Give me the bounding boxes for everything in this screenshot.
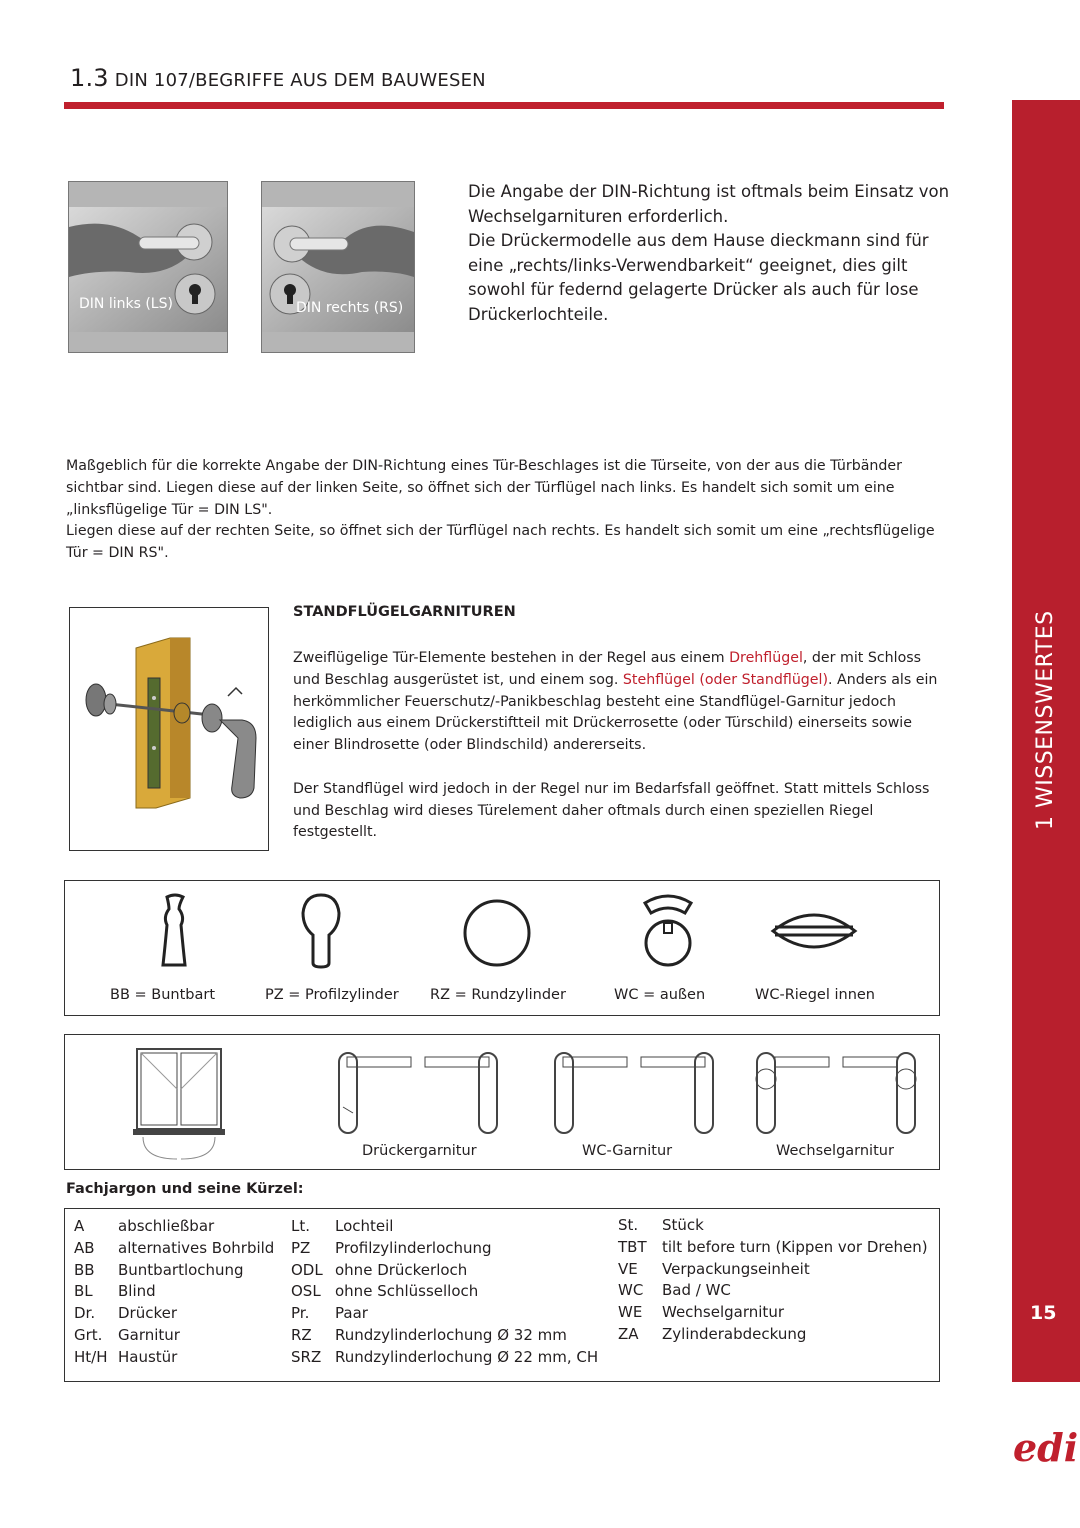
glossary-abbr: SRZ [291, 1347, 322, 1366]
din-paragraph-2: Liegen diese auf der rechten Seite, so öffnet sich der Türflügel nach rechts. Es handelt sich somit um eine „rechtsflügelige Tür = DIN RS". [66, 523, 935, 562]
glossary-entry [74, 1216, 274, 1238]
glossary-term: Drücker [118, 1304, 178, 1323]
symbol-label-bb: BB = Buntbart [110, 987, 216, 1003]
glossary-entry [291, 1303, 598, 1325]
glossary-entry [618, 1215, 928, 1237]
set-label-wc: WC-Garnitur [582, 1143, 673, 1159]
door-handle-right-image [262, 182, 414, 352]
glossary-entry [291, 1260, 598, 1282]
glossary-term: Zylinderabdeckung [662, 1324, 807, 1343]
glossary-abbr: VE [618, 1259, 638, 1278]
glossary-term: tilt before turn (Kippen vor Drehen) [662, 1237, 928, 1256]
standfluegel-paragraph-2: Der Standflügel wird jedoch in der Regel nur im Bedarfsfall geöffnet. Statt mittels Schloss und Beschlag wird dieses Türelement daher oftmals durch einen speziellen Riegel festgestellt. [293, 780, 930, 841]
lock-symbols-box [64, 880, 940, 1016]
section-title: DIN 107/BEGRIFFE AUS DEM BAUWESEN [114, 70, 486, 91]
photo-din-links [68, 181, 228, 353]
glossary-abbr: Ht/H [74, 1347, 108, 1366]
glossary-entry [618, 1302, 928, 1324]
glossary-term: abschließbar [118, 1217, 215, 1235]
glossary-term: Lochteil [335, 1217, 394, 1235]
glossary-term: Bad / WC [662, 1281, 731, 1300]
glossary-entry [74, 1281, 274, 1303]
sf-text-part: Zweiflügelige Tür-Elemente bestehen in der Regel aus einem [293, 650, 730, 666]
set-label-wechsel: Wechselgarnitur [776, 1143, 894, 1159]
standfluegel-text [293, 648, 943, 866]
glossary-term: ohne Drückerloch [335, 1260, 468, 1279]
glossary-entry [74, 1347, 274, 1369]
intro-paragraph-1: Die Angabe der DIN-Richtung ist oftmals beim Einsatz von Wechselgarnituren erforderlich. [468, 182, 950, 226]
chapter-sidebar [1012, 100, 1080, 1382]
glossary-term: Verpackungseinheit [662, 1259, 810, 1278]
glossary-entry [291, 1216, 598, 1238]
lever-set-icon [333, 1047, 503, 1139]
glossary-entry [618, 1259, 928, 1281]
glossary-term: ohne Schlüsselloch [335, 1282, 479, 1301]
glossary-entry [74, 1238, 274, 1260]
knob-lever-set-icon [751, 1047, 921, 1139]
glossary-entry [291, 1347, 598, 1369]
symbol-label-pz: PZ = Profilzylinder [265, 987, 399, 1003]
wc-set-icon [549, 1047, 719, 1139]
wc-bolt-inside-icon [769, 903, 859, 959]
glossary-column-2 [291, 1216, 598, 1369]
glossary-entry [291, 1281, 598, 1303]
glossary-term: Blind [118, 1282, 156, 1301]
glossary-column-1 [74, 1216, 274, 1369]
round-cylinder-icon [457, 893, 537, 973]
sf-text-part: , der mit Schloss und Beschlag ausgerüstet ist, und einem sog. [293, 650, 922, 688]
glossary-entry [74, 1325, 274, 1347]
glossary-abbr: WE [618, 1303, 643, 1322]
glossary-abbr: TBT [618, 1237, 647, 1256]
glossary-abbr: BB [74, 1260, 95, 1279]
glossary-abbr: Pr. [291, 1304, 310, 1323]
glossary-abbr: AB [74, 1238, 95, 1257]
set-label-druecker: Drückergarnitur [362, 1143, 477, 1159]
page-title [70, 64, 486, 92]
caption-din-links: DIN links (LS) [79, 296, 173, 312]
din-paragraph-1: Maßgeblich für die korrekte Angabe der DIN-Richtung eines Tür-Beschlages ist die Türseite, von der aus die Türbänder sichtbar sind. Liegen diese auf der linken Seite, so öffnet sich der Türflügel nach links. Es handelt sich somit um eine „linksflügelige Tür = DIN LS". [66, 458, 902, 518]
page-number: 15 [1030, 1302, 1057, 1324]
glossary-abbr: Lt. [291, 1217, 311, 1235]
glossary-title: Fachjargon und seine Kürzel: [66, 1181, 304, 1197]
glossary-term: Rundzylinderlochung Ø 32 mm [335, 1325, 567, 1344]
glossary-entry [618, 1237, 928, 1259]
glossary-term: Rundzylinderlochung Ø 22 mm, CH [335, 1347, 599, 1366]
fitting-sets-box [64, 1034, 940, 1170]
glossary-abbr: ZA [618, 1324, 639, 1343]
glossary-term: Paar [335, 1304, 368, 1323]
glossary-entry [74, 1260, 274, 1282]
glossary-abbr: Dr. [74, 1304, 96, 1323]
standfluegel-paragraph-1 [293, 648, 943, 757]
glossary-abbr: WC [618, 1281, 644, 1300]
glossary-abbr: ODL [291, 1260, 323, 1279]
photo-din-rechts [261, 181, 415, 353]
glossary-term: Haustür [118, 1347, 178, 1366]
profile-cylinder-icon [291, 889, 351, 973]
term-stehfluegel: Stehflügel (oder Standflügel) [622, 671, 829, 688]
symbol-label-rz: RZ = Rundzylinder [430, 987, 566, 1003]
symbol-label-wc-riegel: WC-Riegel innen [755, 987, 876, 1003]
term-drehfluegel: Drehflügel [729, 650, 803, 666]
intro-text [468, 180, 968, 327]
glossary-term: Wechselgarnitur [662, 1303, 784, 1322]
door-handle-left-image [69, 182, 227, 352]
glossary-box [64, 1208, 940, 1382]
exploded-fitting-drawing [70, 608, 268, 850]
glossary-abbr: PZ [291, 1238, 311, 1257]
sf-text-part: . Anders als ein herkömmlicher Feuerschutz/-Panikbeschlag besteht eine Standflügel-Garnitur jedoch lediglich aus einem Drückerstiftteil mit Drückerrosette (oder Türschild) einerseits sowie einer Blindrosette (oder Blindschild) andererseits. [293, 671, 938, 754]
glossary-term: Stück [662, 1216, 704, 1234]
din-direction-text [66, 456, 946, 565]
glossary-abbr: OSL [291, 1282, 321, 1301]
glossary-abbr: Grt. [74, 1325, 103, 1344]
intro-paragraph-2: Die Drückermodelle aus dem Hause dieckmann sind für eine „rechts/links-Verwendbarkeit“ geeignet, dies gilt sowohl für federnd gelagerte Drücker als auch für lose Drückerlochteile. [468, 231, 929, 324]
standfluegel-illustration [69, 607, 269, 851]
section-number: 1.3 [70, 64, 109, 92]
glossary-term: alternatives Bohrbild [118, 1238, 275, 1257]
glossary-column-3 [618, 1215, 928, 1346]
glossary-abbr: St. [618, 1216, 639, 1234]
glossary-entry [291, 1325, 598, 1347]
caption-din-rechts: DIN rechts (RS) [296, 300, 404, 316]
chapter-label-wrap [1018, 510, 1078, 830]
glossary-term: Buntbartlochung [118, 1260, 244, 1279]
glossary-abbr: BL [74, 1282, 93, 1301]
glossary-abbr: RZ [291, 1325, 312, 1344]
edi-logo: edi [1013, 1425, 1079, 1470]
glossary-entry [291, 1238, 598, 1260]
glossary-entry [618, 1280, 928, 1302]
glossary-term: Garnitur [118, 1325, 180, 1344]
glossary-entry [618, 1324, 928, 1346]
glossary-abbr: A [74, 1217, 85, 1235]
wc-outside-icon [633, 889, 703, 973]
chapter-label: 1 WISSENSWERTES [1033, 610, 1058, 830]
keyhole-buntbart-icon [145, 891, 205, 971]
symbol-label-wc: WC = außen [614, 987, 706, 1003]
standfluegel-heading: STANDFLÜGELGARNITUREN [293, 604, 516, 620]
header-rule [64, 102, 944, 109]
glossary-term: Profilzylinderlochung [335, 1238, 492, 1257]
double-door-icon [129, 1045, 229, 1160]
glossary-entry [74, 1303, 274, 1325]
